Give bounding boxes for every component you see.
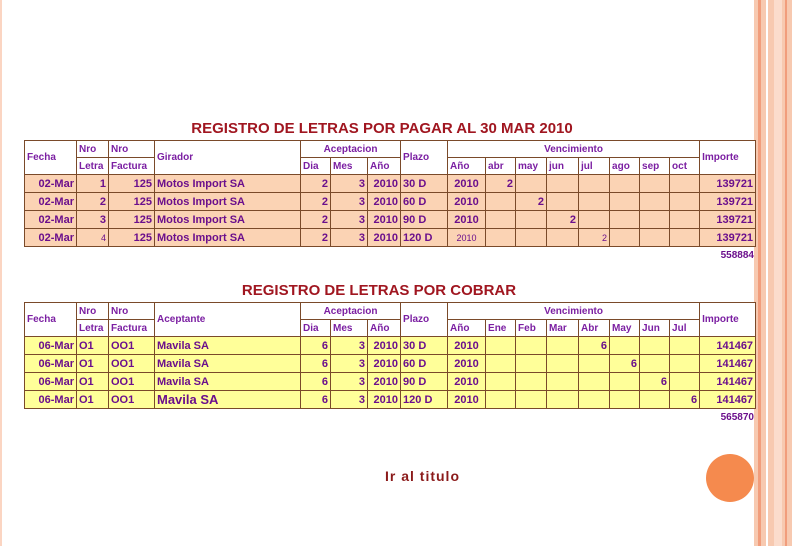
decorative-side-band xyxy=(754,0,792,546)
header-month: may xyxy=(516,158,547,175)
cell-importe: 141467 xyxy=(700,337,756,355)
cell-dia: 2 xyxy=(301,229,331,247)
cell-month xyxy=(670,229,700,247)
header-letra: Letra xyxy=(77,158,109,175)
header-factura: Factura xyxy=(109,158,155,175)
header-anio: Año xyxy=(368,158,401,175)
cell-month: 2 xyxy=(516,193,547,211)
header-vencimiento-anio: Año xyxy=(448,158,486,175)
table-row xyxy=(25,373,756,391)
pagar-body xyxy=(25,141,756,247)
cell-importe: 141467 xyxy=(700,355,756,373)
header-month: sep xyxy=(640,158,670,175)
pagar-title: REGISTRO DE LETRAS POR PAGAR AL 30 MAR 2010 xyxy=(191,120,573,137)
header-month: Feb xyxy=(516,320,547,337)
header-nro: Nro xyxy=(77,141,109,158)
cell-month xyxy=(579,175,610,193)
cell-plazo: 30 D xyxy=(401,337,448,355)
header-mes: Mes xyxy=(331,158,368,175)
cell-factura: OO1 xyxy=(109,337,155,355)
cell-month xyxy=(547,229,579,247)
cell-month xyxy=(579,373,610,391)
cell-month xyxy=(610,373,640,391)
header-plazo: Plazo xyxy=(401,141,448,175)
cell-month: 6 xyxy=(640,373,670,391)
cell-dia: 2 xyxy=(301,193,331,211)
cell-month xyxy=(610,175,640,193)
cell-plazo: 90 D xyxy=(401,211,448,229)
cell-factura: 125 xyxy=(109,175,155,193)
cell-plazo: 60 D xyxy=(401,193,448,211)
cell-month xyxy=(516,337,547,355)
cell-month xyxy=(610,193,640,211)
cell-anio: 2010 xyxy=(368,355,401,373)
cell-month xyxy=(610,337,640,355)
cell-fecha: 02-Mar xyxy=(25,175,77,193)
header-fecha: Fecha xyxy=(25,303,77,337)
cell-letra: O1 xyxy=(77,391,109,409)
cell-month xyxy=(579,211,610,229)
cell-mes: 3 xyxy=(331,373,368,391)
cell-month xyxy=(547,373,579,391)
orange-circle-decoration xyxy=(706,454,754,502)
table-row xyxy=(25,211,756,229)
cell-month xyxy=(579,193,610,211)
cell-fecha: 02-Mar xyxy=(25,229,77,247)
cell-month xyxy=(547,193,579,211)
table-row xyxy=(25,391,756,409)
cell-fecha: 06-Mar xyxy=(25,337,77,355)
cell-month xyxy=(486,211,516,229)
ir-al-titulo-link[interactable]: Ir al titulo xyxy=(385,468,460,484)
header-month: Abr xyxy=(579,320,610,337)
cell-anio: 2010 xyxy=(368,193,401,211)
header-vencimiento: Vencimiento xyxy=(448,141,700,158)
cell-importe: 139721 xyxy=(700,211,756,229)
header-nro: Nro xyxy=(77,303,109,320)
cell-month xyxy=(516,391,547,409)
cell-month xyxy=(516,229,547,247)
cell-month xyxy=(486,391,516,409)
cell-fecha: 06-Mar xyxy=(25,373,77,391)
cell-letra: 4 xyxy=(77,229,109,247)
cell-month xyxy=(516,175,547,193)
cell-letra: 3 xyxy=(77,211,109,229)
cell-vencimiento-anio: 2010 xyxy=(448,175,486,193)
cell-month xyxy=(516,373,547,391)
cell-party: Mavila SA xyxy=(155,337,301,355)
cell-party: Mavila SA xyxy=(155,391,301,409)
header-aceptacion: Aceptacion xyxy=(301,141,401,158)
cell-vencimiento-anio: 2010 xyxy=(448,193,486,211)
cell-fecha: 06-Mar xyxy=(25,391,77,409)
header-row xyxy=(25,158,756,175)
table-row xyxy=(25,175,756,193)
cell-anio: 2010 xyxy=(368,211,401,229)
cell-mes: 3 xyxy=(331,175,368,193)
cell-month xyxy=(640,175,670,193)
pagar-table xyxy=(24,140,756,247)
cell-fecha: 06-Mar xyxy=(25,355,77,373)
cell-month xyxy=(516,355,547,373)
header-month: Jul xyxy=(670,320,700,337)
cell-month xyxy=(670,175,700,193)
cell-month xyxy=(640,355,670,373)
cell-factura: OO1 xyxy=(109,373,155,391)
pagar-total: 558884 xyxy=(720,250,754,261)
header-nro: Nro xyxy=(109,141,155,158)
cell-plazo: 120 D xyxy=(401,391,448,409)
cell-dia: 6 xyxy=(301,337,331,355)
header-fecha: Fecha xyxy=(25,141,77,175)
cell-anio: 2010 xyxy=(368,373,401,391)
header-month: ago xyxy=(610,158,640,175)
cell-month xyxy=(610,211,640,229)
cell-party: Motos Import SA xyxy=(155,229,301,247)
cell-plazo: 90 D xyxy=(401,373,448,391)
cell-party: Motos Import SA xyxy=(155,211,301,229)
header-month: oct xyxy=(670,158,700,175)
cell-importe: 141467 xyxy=(700,373,756,391)
cell-vencimiento-anio: 2010 xyxy=(448,211,486,229)
cell-anio: 2010 xyxy=(368,175,401,193)
cell-letra: 2 xyxy=(77,193,109,211)
cell-anio: 2010 xyxy=(368,391,401,409)
header-row xyxy=(25,303,756,320)
cell-month: 6 xyxy=(610,355,640,373)
cell-month xyxy=(670,337,700,355)
cell-factura: 125 xyxy=(109,211,155,229)
cell-fecha: 02-Mar xyxy=(25,193,77,211)
cell-month xyxy=(670,355,700,373)
header-month: jun xyxy=(547,158,579,175)
header-letra: Letra xyxy=(77,320,109,337)
cell-factura: OO1 xyxy=(109,391,155,409)
cell-letra: O1 xyxy=(77,373,109,391)
cell-factura: OO1 xyxy=(109,355,155,373)
cell-importe: 141467 xyxy=(700,391,756,409)
header-vencimiento-anio: Año xyxy=(448,320,486,337)
cell-dia: 2 xyxy=(301,175,331,193)
cell-vencimiento-anio: 2010 xyxy=(448,355,486,373)
cell-importe: 139721 xyxy=(700,229,756,247)
cell-month xyxy=(670,373,700,391)
cell-party: Motos Import SA xyxy=(155,175,301,193)
cell-dia: 6 xyxy=(301,373,331,391)
cobrar-body xyxy=(25,303,756,409)
cell-month: 6 xyxy=(670,391,700,409)
cell-mes: 3 xyxy=(331,391,368,409)
header-dia: Dia xyxy=(301,320,331,337)
cell-month xyxy=(486,337,516,355)
cell-month xyxy=(640,211,670,229)
header-importe: Importe xyxy=(700,303,756,337)
header-vencimiento: Vencimiento xyxy=(448,303,700,320)
cell-month: 2 xyxy=(486,175,516,193)
cell-month xyxy=(610,229,640,247)
cell-month xyxy=(486,355,516,373)
cell-mes: 3 xyxy=(331,337,368,355)
header-factura: Factura xyxy=(109,320,155,337)
header-mes: Mes xyxy=(331,320,368,337)
cell-anio: 2010 xyxy=(368,229,401,247)
cell-anio: 2010 xyxy=(368,337,401,355)
cobrar-total: 565870 xyxy=(720,412,754,423)
header-party: Girador xyxy=(155,141,301,175)
cell-importe: 139721 xyxy=(700,193,756,211)
cell-mes: 3 xyxy=(331,355,368,373)
cell-month xyxy=(547,391,579,409)
cell-month xyxy=(640,193,670,211)
header-row xyxy=(25,141,756,158)
cell-plazo: 30 D xyxy=(401,175,448,193)
header-month: abr xyxy=(486,158,516,175)
header-anio: Año xyxy=(368,320,401,337)
cell-fecha: 02-Mar xyxy=(25,211,77,229)
cell-month xyxy=(610,391,640,409)
header-party: Aceptante xyxy=(155,303,301,337)
cell-month xyxy=(640,229,670,247)
cell-plazo: 60 D xyxy=(401,355,448,373)
cell-month xyxy=(670,211,700,229)
cell-month: 6 xyxy=(579,337,610,355)
table-row xyxy=(25,193,756,211)
header-aceptacion: Aceptacion xyxy=(301,303,401,320)
cell-importe: 139721 xyxy=(700,175,756,193)
cell-mes: 3 xyxy=(331,211,368,229)
cell-party: Mavila SA xyxy=(155,373,301,391)
cobrar-title: REGISTRO DE LETRAS POR COBRAR xyxy=(241,282,517,299)
cell-mes: 3 xyxy=(331,193,368,211)
cell-vencimiento-anio: 2010 xyxy=(448,229,486,247)
cell-month xyxy=(547,337,579,355)
cell-vencimiento-anio: 2010 xyxy=(448,391,486,409)
cell-month xyxy=(640,391,670,409)
header-month: Ene xyxy=(486,320,516,337)
header-month: May xyxy=(610,320,640,337)
cell-letra: O1 xyxy=(77,355,109,373)
cell-letra: O1 xyxy=(77,337,109,355)
left-border-line xyxy=(0,0,2,546)
cell-month xyxy=(547,355,579,373)
header-importe: Importe xyxy=(700,141,756,175)
header-nro: Nro xyxy=(109,303,155,320)
cell-month xyxy=(547,175,579,193)
cell-month xyxy=(486,193,516,211)
cell-dia: 6 xyxy=(301,391,331,409)
cell-dia: 6 xyxy=(301,355,331,373)
table-row xyxy=(25,337,756,355)
header-month: jul xyxy=(579,158,610,175)
table-row xyxy=(25,229,756,247)
header-month: Mar xyxy=(547,320,579,337)
cell-month xyxy=(579,391,610,409)
cell-plazo: 120 D xyxy=(401,229,448,247)
header-plazo: Plazo xyxy=(401,303,448,337)
table-row xyxy=(25,355,756,373)
cell-month xyxy=(640,337,670,355)
cell-factura: 125 xyxy=(109,193,155,211)
cell-letra: 1 xyxy=(77,175,109,193)
cell-month: 2 xyxy=(547,211,579,229)
header-month: Jun xyxy=(640,320,670,337)
header-dia: Dia xyxy=(301,158,331,175)
cell-vencimiento-anio: 2010 xyxy=(448,373,486,391)
cell-month xyxy=(516,211,547,229)
cell-month xyxy=(670,193,700,211)
cell-month: 2 xyxy=(579,229,610,247)
cell-vencimiento-anio: 2010 xyxy=(448,337,486,355)
cell-dia: 2 xyxy=(301,211,331,229)
cell-party: Mavila SA xyxy=(155,355,301,373)
cell-party: Motos Import SA xyxy=(155,193,301,211)
cell-mes: 3 xyxy=(331,229,368,247)
cobrar-table xyxy=(24,302,756,409)
cell-month xyxy=(579,355,610,373)
cell-factura: 125 xyxy=(109,229,155,247)
header-row xyxy=(25,320,756,337)
cell-month xyxy=(486,373,516,391)
cell-month xyxy=(486,229,516,247)
